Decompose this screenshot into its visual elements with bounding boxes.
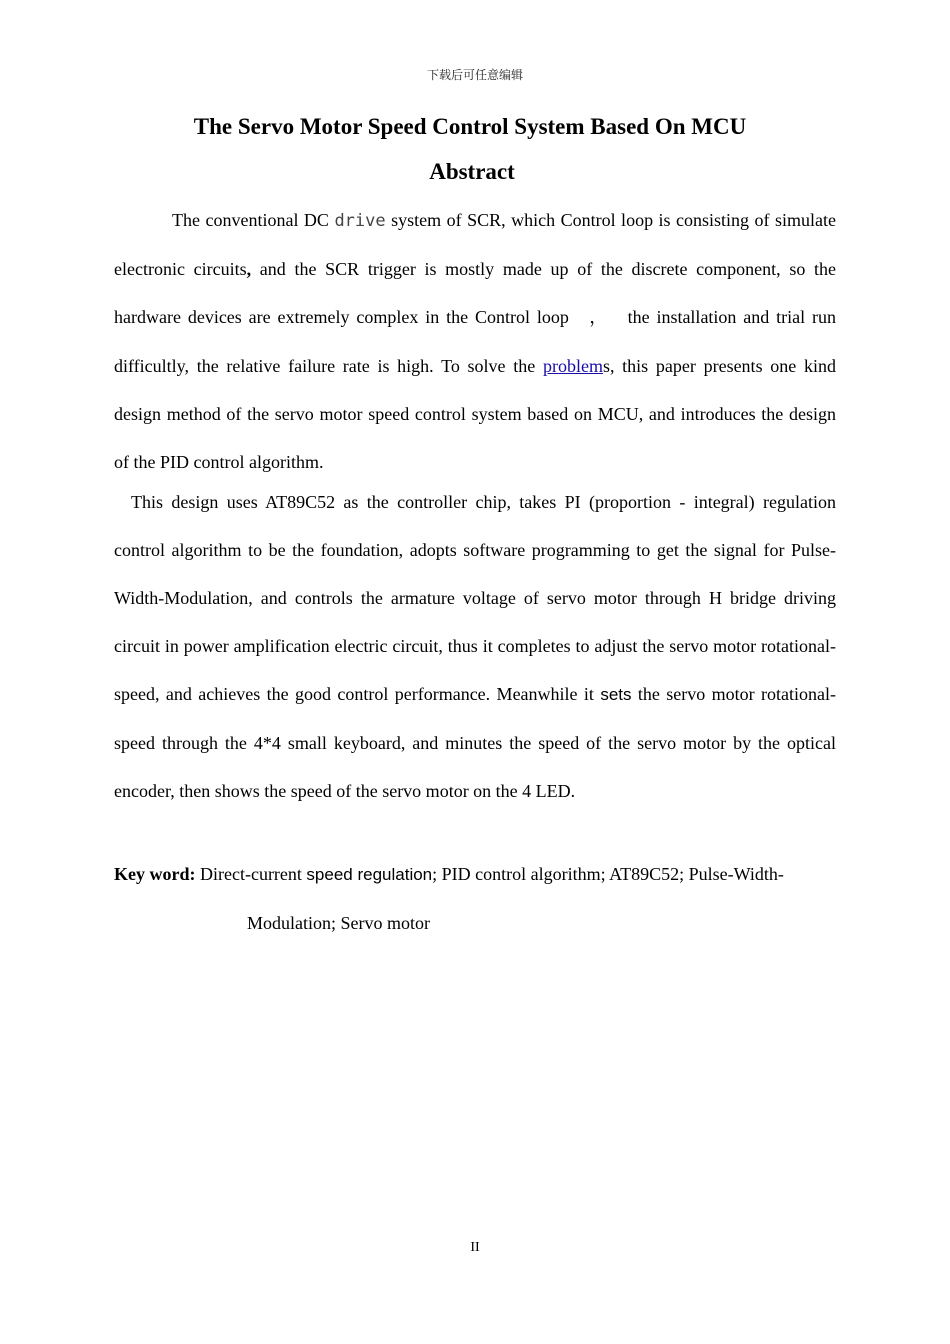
keywords-sans-phrase: speed regulation [306,865,433,884]
keywords-line-2: Modulation; Servo motor [247,913,430,933]
page-number: II [470,1240,480,1255]
paragraph-2-text-2: the servo motor rotational-speed through the 4*4 small keyboard, and minutes the speed of the servo motor by the optical encoder, then shows the speed of the servo motor on the 4 LED. [114,684,836,801]
abstract-paragraph-2 [114,478,836,815]
paragraph-1-cjk-comma: ， [586,307,610,328]
paragraph-1-text-3: and the SCR trigger is mostly made up of the discrete component, so the hardware devices are extremely complex in the Control loop [114,259,837,327]
paragraph-1-text-2: system of SCR, which Control loop is consisting of simulate electronic circuits [114,210,837,279]
abstract-paragraph-1 [114,196,836,486]
paragraph-2-text-1: This design uses AT89C52 as the controller chip, takes PI (proportion - integral) regulation control algorithm to be the foundation, adopts software programming to get the signal for Pulse-Width-Modulation, and controls the armature voltage of servo motor through H bridge driving circuit in power amplification electric circuit, thus it completes to adjust the servo motor rotational-speed, and achieves the good control performance. Meanwhile it [114,492,836,704]
paragraph-1-bold-comma: , [246,259,252,279]
keywords-label: Key word: [114,864,196,884]
abstract-heading: Abstract [429,159,515,184]
keywords-text-1: Direct-current [195,864,307,884]
document-title: The Servo Motor Speed Control System Based On MCU [193,114,747,139]
paragraph-1-text-1: The conventional DC [172,210,335,230]
paragraph-1-text-5: s, this paper presents one kind design method of the servo motor speed control system based on MCU, and introduces the design of the PID control algorithm. [114,356,836,472]
paragraph-1-mono-word: drive [334,211,386,231]
header-note: 下载后可任意编辑 [426,68,523,82]
keywords-block [114,850,836,947]
paragraph-2-sans-word: sets [600,685,632,704]
problem-link[interactable]: problem [542,356,603,376]
keywords-text-2: ; PID control algorithm; AT89C52; Pulse-Width- [432,864,784,884]
paragraph-1-text-4: the installation and trial run difficultly, the relative failure rate is high. To solve the [114,307,837,376]
keywords-line-1 [114,850,836,899]
